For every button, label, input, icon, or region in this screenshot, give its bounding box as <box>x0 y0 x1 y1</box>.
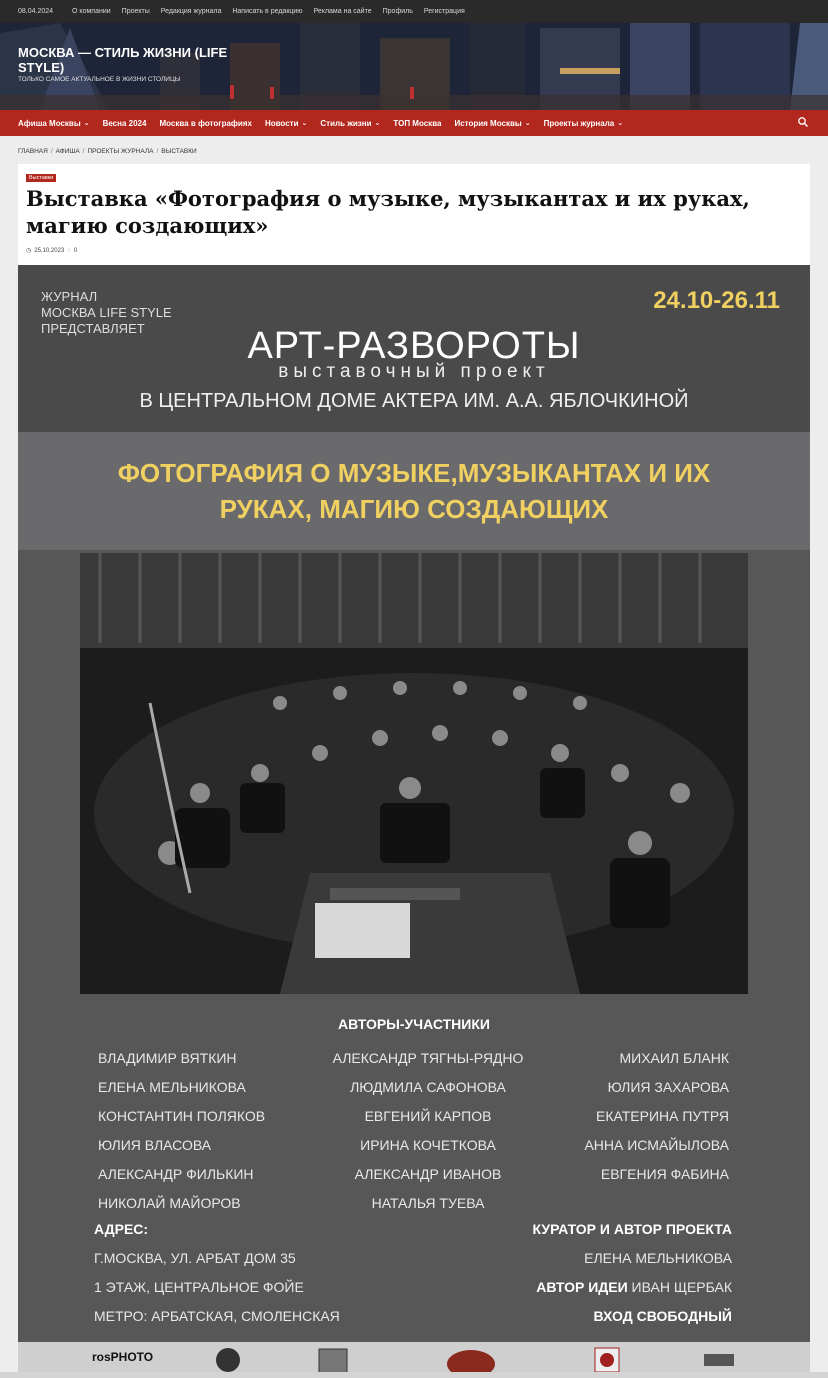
chevron-down-icon: ⌄ <box>524 120 531 127</box>
idea-author: ИВАН ЩЕРБАК <box>631 1279 732 1295</box>
main-nav <box>0 110 828 136</box>
author-name: ЕВГЕНИЙ КАРПОВ <box>364 1108 492 1124</box>
nav-label: Стиль жизни <box>320 118 372 128</box>
top-link-about[interactable]: О компании <box>72 8 111 15</box>
article-title: Выставка «Фотография о музыке, музыкантах и их руках, магию создающих» <box>26 186 750 238</box>
article-header <box>18 164 810 265</box>
poster-journal-line: ЖУРНАЛ <box>41 289 98 304</box>
breadcrumb-exhibitions[interactable]: ВЫСТАВКИ <box>161 148 197 155</box>
author-name: ЕВГЕНИЯ ФАБИНА <box>600 1166 729 1182</box>
chevron-down-icon: ⌄ <box>301 120 308 127</box>
nav-item-projects[interactable] <box>544 119 624 128</box>
nav-label: Афиша Москвы <box>18 118 81 128</box>
address-line: 1 ЭТАЖ, ЦЕНТРАЛЬНОЕ ФОЙЕ <box>94 1279 304 1295</box>
author-name: ЮЛИЯ ВЛАСОВА <box>98 1137 212 1153</box>
chevron-down-icon: ⌄ <box>617 120 624 127</box>
author-name: НАТАЛЬЯ ТУЕВА <box>371 1195 485 1211</box>
nav-item-lifestyle[interactable] <box>320 119 380 128</box>
free-entry: ВХОД СВОБОДНЫЙ <box>593 1308 732 1324</box>
nav-item-afisha[interactable] <box>18 119 90 128</box>
author-name: АЛЕКСАНДР ИВАНОВ <box>354 1166 502 1182</box>
author-name: ЛЮДМИЛА САФОНОВА <box>350 1079 506 1095</box>
rosphoto-logo: rosPHOTO <box>92 1350 154 1364</box>
nav-label: ТОП Москва <box>393 118 442 128</box>
bottom-strip <box>0 1372 828 1378</box>
poster-address <box>94 1215 340 1331</box>
authors-heading: АВТОРЫ-УЧАСТНИКИ <box>338 1016 490 1032</box>
exhibition-poster <box>18 265 810 1378</box>
top-link-write[interactable]: Написать в редакцию <box>232 8 303 15</box>
top-link-projects[interactable]: Проекты <box>121 8 150 15</box>
poster-curator <box>532 1215 732 1331</box>
nav-item-news[interactable] <box>265 119 307 128</box>
search-icon[interactable] <box>797 116 809 128</box>
breadcrumb-home[interactable]: ГЛАВНАЯ <box>18 148 48 155</box>
poster-title <box>78 455 750 527</box>
breadcrumb-afisha[interactable]: АФИША <box>55 148 80 155</box>
address-line: Г.МОСКВА, УЛ. АРБАТ ДОМ 35 <box>94 1250 296 1266</box>
clock-icon: ◷ <box>26 248 32 254</box>
site-header <box>0 23 828 110</box>
nav-label: Весна 2024 <box>102 118 147 128</box>
nav-label: Проекты журнала <box>543 118 615 128</box>
author-name: КОНСТАНТИН ПОЛЯКОВ <box>98 1108 266 1124</box>
top-bar <box>0 0 828 23</box>
nav-item-history[interactable] <box>454 119 530 128</box>
breadcrumb-separator: / <box>156 148 159 155</box>
author-name: МИХАИЛ БЛАНК <box>619 1050 729 1066</box>
breadcrumb-separator: / <box>82 148 85 155</box>
poster-venue: В ЦЕНТРАЛЬНОМ ДОМЕ АКТЕРА ИМ. А.А. ЯБЛОЧКИНОЙ <box>139 390 689 412</box>
curator-heading: КУРАТОР И АВТОР ПРОЕКТА <box>532 1221 732 1237</box>
author-name: НИКОЛАЙ МАЙОРОВ <box>98 1195 241 1211</box>
curator-name: ЕЛЕНА МЕЛЬНИКОВА <box>584 1250 732 1266</box>
poster-subheadline: выставочный проект <box>278 361 550 382</box>
nav-label: История Москвы <box>454 118 522 128</box>
author-name: ЮЛИЯ ЗАХАРОВА <box>607 1079 729 1095</box>
breadcrumb-projects[interactable]: ПРОЕКТЫ ЖУРНАЛА <box>87 148 154 155</box>
comment-icon: ◌ <box>67 247 71 254</box>
author-name: ЕЛЕНА МЕЛЬНИКОВА <box>98 1079 246 1095</box>
nav-item-top[interactable] <box>393 119 441 128</box>
address-line: МЕТРО: АРБАТСКАЯ, СМОЛЕНСКАЯ <box>94 1308 340 1324</box>
top-link-register[interactable]: Регистрация <box>423 8 465 15</box>
author-name: АЛЕКСАНДР ТЯГНЫ-РЯДНО <box>332 1050 524 1066</box>
partner-logo-circle <box>214 1346 242 1374</box>
idea-heading: АВТОР ИДЕИ <box>536 1279 628 1295</box>
partner-logo-text <box>702 1350 736 1370</box>
author-name: ИРИНА КОЧЕТКОВА <box>360 1137 496 1153</box>
poster-dates: 24.10-26.11 <box>653 287 780 314</box>
breadcrumb-separator: / <box>50 148 53 155</box>
breadcrumb <box>18 148 197 155</box>
site-title[interactable]: МОСКВА — СТИЛЬ ЖИЗНИ (LIFE STYLE) <box>18 45 228 75</box>
authors-column-3 <box>584 1044 729 1189</box>
author-name: АННА ИСМАЙЫЛОВА <box>584 1137 729 1153</box>
nav-label: Новости <box>264 118 299 128</box>
comment-count[interactable]: 0 <box>73 247 78 254</box>
top-link-ads[interactable]: Реклама на сайте <box>313 8 372 15</box>
poster-journal-line: МОСКВА LIFE STYLE <box>41 305 172 320</box>
nav-item-photos[interactable] <box>159 119 252 128</box>
poster-headline: АРТ-РАЗВОРОТЫ <box>247 325 581 367</box>
address-heading: АДРЕС: <box>94 1221 149 1237</box>
author-name: АЛЕКСАНДР ФИЛЬКИН <box>98 1166 254 1182</box>
partner-logo-square <box>318 1348 348 1374</box>
chevron-down-icon: ⌄ <box>83 120 90 127</box>
authors-column-1 <box>98 1044 265 1218</box>
nav-item-spring[interactable] <box>103 119 147 128</box>
nav-label: Москва в фотографиях <box>159 118 252 128</box>
site-tagline: ТОЛЬКО САМОЕ АКТУАЛЬНОЕ В ЖИЗНИ СТОЛИЦЫ <box>18 76 181 83</box>
top-nav <box>72 8 465 15</box>
orchestra-photo <box>80 553 748 994</box>
author-name: ВЛАДИМИР ВЯТКИН <box>98 1050 237 1066</box>
top-link-editorial[interactable]: Редакция журнала <box>160 8 222 15</box>
authors-column-2 <box>278 1044 578 1218</box>
partner-logo-emblem <box>594 1347 620 1373</box>
category-badge[interactable]: Выставки <box>26 174 56 182</box>
poster-journal-line: ПРЕДСТАВЛЯЕТ <box>41 321 145 336</box>
poster-title-line: РУКАХ, МАГИЮ СОЗДАЮЩИХ <box>219 494 609 524</box>
article-meta <box>26 247 77 254</box>
top-link-profile[interactable]: Профиль <box>382 8 413 15</box>
author-name: ЕКАТЕРИНА ПУТРЯ <box>595 1108 729 1124</box>
current-date: 08.04.2024 <box>18 8 54 15</box>
poster-title-line: ФОТОГРАФИЯ О МУЗЫКЕ,МУЗЫКАНТАХ И ИХ <box>117 458 711 488</box>
article-date: 25.10.2023 <box>34 247 65 254</box>
chevron-down-icon: ⌄ <box>374 120 381 127</box>
